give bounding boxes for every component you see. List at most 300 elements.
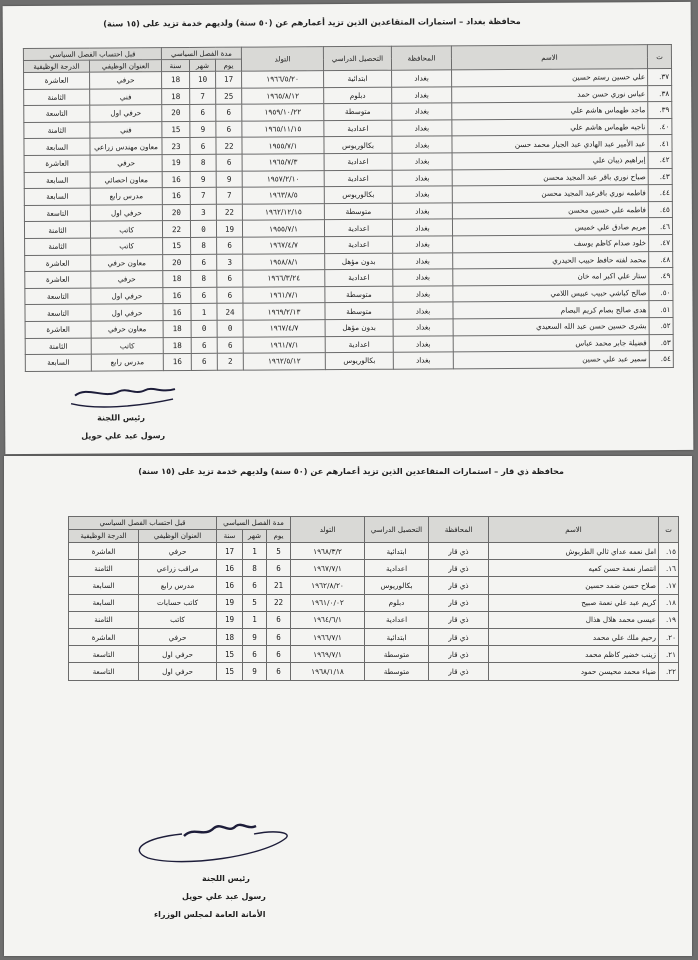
cell-day: 6	[216, 121, 242, 138]
cell-job-title: حرفي اول	[90, 105, 162, 122]
cell-grade: العاشرة	[24, 155, 90, 172]
cell-dob: ١٩٦٨/١/١٨	[291, 663, 365, 680]
table-row	[69, 594, 679, 611]
cell-governorate: ذي قار	[429, 543, 489, 560]
cell-year: 20	[162, 105, 190, 122]
header-before: قبل احتساب الفصل السياسي	[23, 48, 161, 61]
header-before: قبل احتساب الفصل السياسي	[69, 517, 217, 530]
cell-month: 6	[191, 254, 217, 271]
header-dob: التولد	[241, 47, 323, 72]
cell-dob: ١٩٦٧/٤/٧	[243, 320, 325, 337]
cell-dob: ١٩٥٥/٧/١	[242, 220, 324, 237]
cell-dob: ١٩٦٢/٥/١٢	[243, 353, 325, 370]
cell-job-title: كاتب	[91, 238, 163, 255]
cell-year: 15	[217, 663, 243, 680]
cell-education: اعدادية	[324, 220, 392, 237]
sheet-title: محافظة ذي قار – استمارات المتقاعدين الذين تزيد أعمارهم عن (٥٠ سنة) ولديهم خدمة تزيد على (١٥ سنة)	[138, 466, 564, 476]
cell-education: بكالوريوس	[324, 137, 392, 154]
cell-seq: ١٧.	[659, 577, 679, 594]
cell-governorate: بغداد	[393, 269, 453, 286]
header-job-title: العنوان الوظيفي	[89, 60, 161, 72]
cell-day: 6	[267, 646, 291, 663]
cell-dob: ١٩٦٦/٥/٢٠	[242, 71, 324, 88]
table-row	[69, 628, 679, 645]
cell-grade: التاسعة	[69, 663, 139, 680]
cell-day: 3	[217, 254, 243, 271]
cell-dob: ١٩٦٦/٣/٢٤	[243, 270, 325, 287]
cell-governorate: ذي قار	[429, 560, 489, 577]
cell-seq: ٤٤.	[648, 185, 672, 202]
cell-education: بكالوريوس	[365, 577, 429, 594]
header-day: يوم	[215, 59, 241, 71]
cell-seq: ٣٩.	[648, 102, 672, 119]
cell-seq: ٢٠.	[659, 628, 679, 645]
cell-month: 9	[190, 121, 216, 138]
cell-name: انتصار نعمة حسن كعيه	[489, 560, 659, 577]
cell-year: 22	[162, 221, 190, 238]
cell-year: 16	[217, 577, 243, 594]
cell-grade: العاشرة	[25, 321, 91, 338]
cell-day: 6	[267, 663, 291, 680]
signature-mark	[124, 820, 294, 866]
table-row	[69, 663, 679, 680]
cell-grade: الثامنة	[24, 122, 90, 139]
cell-dob: ١٩٦٣/٨/٥	[242, 187, 324, 204]
cell-name: عباس نوري حسن حمد	[452, 85, 648, 103]
cell-job-title: مدرس رابع	[90, 188, 162, 205]
cell-name: مريم صادق علي خميس	[452, 218, 648, 236]
header-day: يوم	[267, 530, 291, 543]
cell-job-title: كاتب	[91, 337, 163, 354]
cell-name: بشرى حسين حسن عبد الله السعيدي	[453, 318, 649, 336]
cell-education: اعدادية	[324, 120, 392, 137]
header-education: التحصيل الدراسي	[323, 46, 391, 70]
header-seq: ت	[659, 517, 679, 543]
cell-education: اعدادية	[325, 269, 393, 286]
table-row	[69, 611, 679, 628]
cell-grade: العاشرة	[69, 628, 139, 645]
cell-day: 6	[217, 337, 243, 354]
cell-year: 16	[163, 304, 191, 321]
cell-dob: ١٩٦٧/٤/٧	[243, 237, 325, 254]
cell-day: 6	[217, 287, 243, 304]
cell-grade: العاشرة	[25, 255, 91, 272]
cell-name: إبراهيم ذيبان علي	[452, 152, 648, 170]
cell-year: 16	[162, 188, 190, 205]
cell-month: 6	[190, 104, 216, 121]
cell-month: 8	[191, 270, 217, 287]
cell-month: 10	[190, 71, 216, 88]
cell-grade: الثامنة	[24, 221, 90, 238]
cell-day: 6	[267, 560, 291, 577]
cell-job-title: حرفي	[91, 271, 163, 288]
cell-governorate: بغداد	[392, 186, 452, 203]
header-name: الاسم	[489, 517, 659, 543]
cell-dob: ١٩٦٥/٧/٣	[242, 154, 324, 171]
signature-name: رسول عبد علي حويل	[182, 892, 266, 901]
cell-governorate: بغداد	[392, 136, 452, 153]
cell-year: 20	[162, 204, 190, 221]
cell-year: 15	[163, 237, 191, 254]
cell-governorate: ذي قار	[429, 611, 489, 628]
cell-governorate: بغداد	[393, 236, 453, 253]
cell-education: دبلوم	[324, 87, 392, 104]
cell-month: 3	[190, 204, 216, 221]
cell-name: كريم عبد علي نعمة صبيح	[489, 594, 659, 611]
table-header-row	[23, 45, 671, 61]
cell-dob: ١٩٦١/٧/١	[243, 286, 325, 303]
cell-year: 16	[163, 354, 191, 371]
signature-role: رئيس اللجنة	[97, 413, 146, 423]
cell-day: 6	[216, 154, 242, 171]
signature-name: رسول عبد علي حويل	[81, 431, 166, 441]
cell-dob: ١٩٦٨/٣/٢	[291, 543, 365, 560]
cell-job-title: حرفي اول	[139, 663, 217, 680]
cell-job-title: حرفي اول	[90, 204, 162, 221]
cell-day: 6	[216, 104, 242, 121]
cell-month: 6	[243, 577, 267, 594]
cell-year: 18	[162, 88, 190, 105]
cell-day: 21	[267, 577, 291, 594]
cell-year: 18	[163, 271, 191, 288]
header-name: الاسم	[451, 45, 647, 70]
cell-month: 0	[190, 221, 216, 238]
cell-dob: ١٩٥٩/١٠/٢٢	[242, 104, 324, 121]
cell-governorate: بغداد	[392, 86, 452, 103]
cell-name: خلود صدام كاظم يوسف	[453, 235, 649, 253]
cell-seq: ٤٢.	[648, 151, 672, 168]
header-governorate: المحافظة	[391, 46, 451, 70]
cell-governorate: بغداد	[392, 219, 452, 236]
table-header-row	[69, 517, 679, 530]
cell-name: ناجيه طهماس هاشم علي	[452, 118, 648, 136]
cell-governorate: بغداد	[392, 203, 452, 220]
cell-name: سمير عبد علي حسين	[453, 351, 649, 369]
cell-education: متوسطة	[324, 203, 392, 220]
cell-day: 6	[217, 237, 243, 254]
cell-job-title: حرفي	[139, 543, 217, 560]
cell-month: 6	[191, 287, 217, 304]
cell-job-title: معاون حرفي	[91, 321, 163, 338]
cell-day: 9	[216, 171, 242, 188]
signature-mark	[65, 381, 183, 412]
cell-education: بكالوريوس	[324, 186, 392, 203]
retirees-table	[68, 516, 679, 681]
header-seq: ت	[647, 45, 671, 69]
header-job-title: العنوان الوظيفي	[139, 530, 217, 543]
cell-governorate: ذي قار	[429, 577, 489, 594]
cell-governorate: بغداد	[393, 352, 453, 369]
cell-grade: الثامنة	[25, 338, 91, 355]
cell-job-title: كاتب	[90, 221, 162, 238]
cell-month: 8	[190, 154, 216, 171]
cell-name: ضياء محمد محيسن حمود	[489, 663, 659, 680]
table-body	[24, 69, 674, 372]
cell-name: هدى صالح بصام كريم البصام	[453, 301, 649, 319]
cell-seq: ٥١.	[649, 301, 673, 318]
cell-grade: السابعة	[25, 354, 91, 371]
header-year: سنة	[217, 530, 243, 543]
cell-grade: السابعة	[24, 138, 90, 155]
cell-job-title: معاون حرفي	[91, 254, 163, 271]
cell-governorate: ذي قار	[429, 594, 489, 611]
cell-name: فاطمه نوري باقرعبد المجيد محسن	[452, 185, 648, 203]
cell-month: 6	[190, 138, 216, 155]
cell-year: 18	[163, 337, 191, 354]
cell-dob: ١٩٦٧/٧/١	[291, 560, 365, 577]
cell-month: 6	[243, 646, 267, 663]
cell-job-title: كاتب	[139, 611, 217, 628]
cell-education: متوسطة	[365, 646, 429, 663]
cell-dob: ١٩٦٦/٧/١	[291, 628, 365, 645]
cell-seq: ٤٠.	[648, 118, 672, 135]
cell-name: زينب خضير كاظم محمد	[489, 646, 659, 663]
cell-grade: التاسعة	[69, 646, 139, 663]
cell-grade: الثامنة	[24, 89, 90, 106]
cell-grade: التاسعة	[25, 304, 91, 321]
cell-seq: ٤٣.	[648, 168, 672, 185]
sheet-title: محافظة بغداد – استمارات المتقاعدين الذين تزيد أعمارهم عن (٥٠ سنة) ولديهم خدمة تزيد على (١٥ سنة)	[103, 15, 521, 29]
cell-name: فضيلة جابر محمد عباس	[453, 334, 649, 352]
cell-day: 25	[216, 88, 242, 105]
cell-grade: السابعة	[24, 172, 90, 189]
cell-name: امل نعمه عداي ثالي الطربوش	[489, 543, 659, 560]
cell-name: فاطمه علي حسين محسن	[452, 201, 648, 219]
cell-dob: ١٩٦٩/٢/١٣	[243, 303, 325, 320]
cell-name: صباح نوري باقر عبد المجيد محسن	[452, 168, 648, 186]
cell-governorate: بغداد	[392, 70, 452, 87]
cell-dob: ١٩٦٢/٨/٢٠	[291, 577, 365, 594]
cell-job-title: مدرس رابع	[139, 577, 217, 594]
cell-education: اعدادية	[324, 170, 392, 187]
cell-year: 19	[217, 594, 243, 611]
cell-seq: ٥٣.	[649, 334, 673, 351]
cell-governorate: ذي قار	[429, 646, 489, 663]
cell-governorate: بغداد	[393, 286, 453, 303]
cell-seq: ٤٨.	[649, 251, 673, 268]
cell-month: 8	[191, 237, 217, 254]
cell-name: صالح كباشي حبيب عبيس اللامي	[453, 284, 649, 302]
cell-job-title: معاون مهندس زراعي	[90, 138, 162, 155]
table-row	[69, 560, 679, 577]
cell-education: متوسطة	[325, 303, 393, 320]
cell-governorate: ذي قار	[429, 628, 489, 645]
cell-dob: ١٩٦١/٧/١	[243, 336, 325, 353]
cell-governorate: بغداد	[392, 153, 452, 170]
cell-job-title: حرفي اول	[91, 287, 163, 304]
cell-grade: التاسعة	[25, 288, 91, 305]
cell-seq: ٥٠.	[649, 284, 673, 301]
cell-education: اعدادية	[324, 153, 392, 170]
cell-seq: ١٩.	[659, 611, 679, 628]
cell-job-title: حرفي	[90, 72, 162, 89]
cell-month: 7	[190, 88, 216, 105]
cell-education: اعدادية	[365, 560, 429, 577]
cell-dob: ١٩٦٥/١١/١٥	[242, 120, 324, 137]
cell-grade: العاشرة	[25, 271, 91, 288]
header-political-period: مدة الفصل السياسي	[217, 517, 291, 530]
cell-year: 15	[162, 121, 190, 138]
cell-month: 6	[191, 337, 217, 354]
cell-grade: العاشرة	[24, 72, 90, 89]
cell-seq: ٢٢.	[659, 663, 679, 680]
cell-seq: ٢١.	[659, 646, 679, 663]
cell-grade: التاسعة	[24, 105, 90, 122]
cell-education: ابتدائية	[365, 543, 429, 560]
cell-year: 16	[162, 171, 190, 188]
cell-month: 6	[191, 353, 217, 370]
cell-name: صلاح حسن ضمد حسين	[489, 577, 659, 594]
cell-year: 18	[162, 71, 190, 88]
cell-month: 8	[243, 560, 267, 577]
cell-education: بدون مؤهل	[325, 319, 393, 336]
cell-year: 19	[217, 611, 243, 628]
cell-dob: ١٩٥٨/٨/١	[243, 253, 325, 270]
cell-grade: السابعة	[24, 188, 90, 205]
signature-role: رئيس اللجنة	[202, 874, 250, 883]
cell-day: 2	[217, 353, 243, 370]
cell-education: ابتدائية	[324, 70, 392, 87]
cell-governorate: بغداد	[393, 252, 453, 269]
cell-year: 18	[217, 628, 243, 645]
cell-education: ابتدائية	[365, 628, 429, 645]
cell-month: 9	[190, 171, 216, 188]
cell-year: 23	[162, 138, 190, 155]
cell-month: 1	[243, 611, 267, 628]
cell-job-title: فني	[90, 121, 162, 138]
cell-name: محمد لفته حافظ حبيب الحيدري	[453, 251, 649, 269]
cell-seq: ٤٧.	[649, 234, 673, 251]
cell-grade: السابعة	[69, 594, 139, 611]
cell-name: رحيم ملك علي محمد	[489, 628, 659, 645]
cell-name: ستار علي اكبر امه خان	[453, 268, 649, 286]
cell-education: بكالوريوس	[325, 352, 393, 369]
cell-seq: ١٦.	[659, 560, 679, 577]
cell-month: 1	[243, 543, 267, 560]
cell-year: 16	[163, 287, 191, 304]
header-grade: الدرجة الوظيفية	[23, 60, 89, 72]
header-grade: الدرجة الوظيفية	[69, 530, 139, 543]
cell-seq: ٤٩.	[649, 268, 673, 285]
cell-month: 9	[243, 663, 267, 680]
cell-job-title: مدرس رابع	[91, 354, 163, 371]
table-row	[25, 351, 673, 372]
cell-education: دبلوم	[365, 594, 429, 611]
cell-governorate: بغداد	[393, 302, 453, 319]
cell-job-title: معاون احصائي	[90, 171, 162, 188]
cell-education: متوسطة	[325, 286, 393, 303]
cell-year: 17	[217, 543, 243, 560]
cell-month: 5	[243, 594, 267, 611]
cell-day: 22	[216, 138, 242, 155]
cell-seq: ١٥.	[659, 543, 679, 560]
cell-day: 5	[267, 543, 291, 560]
header-dob: التولد	[291, 517, 365, 543]
cell-education: اعدادية	[365, 611, 429, 628]
cell-month: 9	[243, 628, 267, 645]
cell-grade: الثامنة	[25, 238, 91, 255]
cell-education: اعدادية	[325, 336, 393, 353]
cell-education: اعدادية	[325, 236, 393, 253]
cell-job-title: كاتب حسابات	[139, 594, 217, 611]
cell-year: 20	[163, 254, 191, 271]
cell-day: 0	[217, 320, 243, 337]
cell-month: 7	[190, 187, 216, 204]
cell-governorate: بغداد	[393, 319, 453, 336]
cell-year: 19	[162, 154, 190, 171]
cell-day: 17	[216, 71, 242, 88]
header-governorate: المحافظة	[429, 517, 489, 543]
table-row	[69, 543, 679, 560]
cell-seq: ٤١.	[648, 135, 672, 152]
cell-job-title: حرفي	[139, 628, 217, 645]
cell-job-title: مراقب زراعي	[139, 560, 217, 577]
table-body	[69, 543, 679, 681]
cell-month: 1	[191, 304, 217, 321]
cell-governorate: بغداد	[392, 103, 452, 120]
cell-grade: الثامنة	[69, 611, 139, 628]
retirees-table	[23, 44, 674, 372]
cell-day: 22	[216, 204, 242, 221]
header-month: شهر	[243, 530, 267, 543]
header-month: شهر	[189, 59, 215, 71]
document-sheet-dhi-qar	[4, 456, 692, 956]
cell-grade: العاشرة	[69, 543, 139, 560]
header-education: التحصيل الدراسي	[365, 517, 429, 543]
cell-day: 6	[267, 628, 291, 645]
cell-seq: ٤٦.	[648, 218, 672, 235]
cell-year: 15	[217, 646, 243, 663]
cell-name: عيسى محمد هلال هذال	[489, 611, 659, 628]
cell-dob: ١٩٦٤/٦/١	[291, 611, 365, 628]
cell-dob: ١٩٦٢/١٢/١٥	[242, 203, 324, 220]
cell-dob: ١٩٥٧/٢/١٠	[242, 170, 324, 187]
cell-seq: ٣٨.	[648, 85, 672, 102]
cell-dob: ١٩٦٩/٧/١	[291, 646, 365, 663]
cell-job-title: حرفي اول	[139, 646, 217, 663]
cell-education: بدون مؤهل	[325, 253, 393, 270]
cell-governorate: بغداد	[393, 335, 453, 352]
cell-governorate: ذي قار	[429, 663, 489, 680]
header-political-period: مدة الفصل السياسي	[161, 47, 241, 59]
cell-day: 22	[267, 594, 291, 611]
cell-year: 18	[163, 320, 191, 337]
cell-seq: ٤٥.	[648, 201, 672, 218]
cell-dob: ١٩٦١/٠/٠٢	[291, 594, 365, 611]
cell-name: علي حسين رستم حسين	[452, 69, 648, 87]
cell-seq: ١٨.	[659, 594, 679, 611]
cell-governorate: بغداد	[392, 120, 452, 137]
cell-governorate: بغداد	[392, 169, 452, 186]
cell-dob: ١٩٥٥/٧/١	[242, 137, 324, 154]
cell-seq: ٥٤.	[649, 351, 673, 368]
header-year: سنة	[161, 59, 189, 71]
cell-seq: ٣٧.	[648, 69, 672, 86]
cell-day: 6	[267, 611, 291, 628]
signature-org: الأمانة العامة لمجلس الوزراء	[154, 910, 266, 919]
cell-name: عبد الأمير عبد الهادي عبد الجبار محمد حسن	[452, 135, 648, 153]
cell-day: 19	[216, 220, 242, 237]
cell-day: 6	[217, 270, 243, 287]
cell-day: 7	[216, 187, 242, 204]
cell-dob: ١٩٦٥/٨/١٢	[242, 87, 324, 104]
cell-education: متوسطة	[324, 103, 392, 120]
cell-grade: التاسعة	[24, 205, 90, 222]
cell-month: 0	[191, 320, 217, 337]
cell-day: 24	[217, 303, 243, 320]
cell-grade: السابعة	[69, 577, 139, 594]
table-row	[69, 646, 679, 663]
